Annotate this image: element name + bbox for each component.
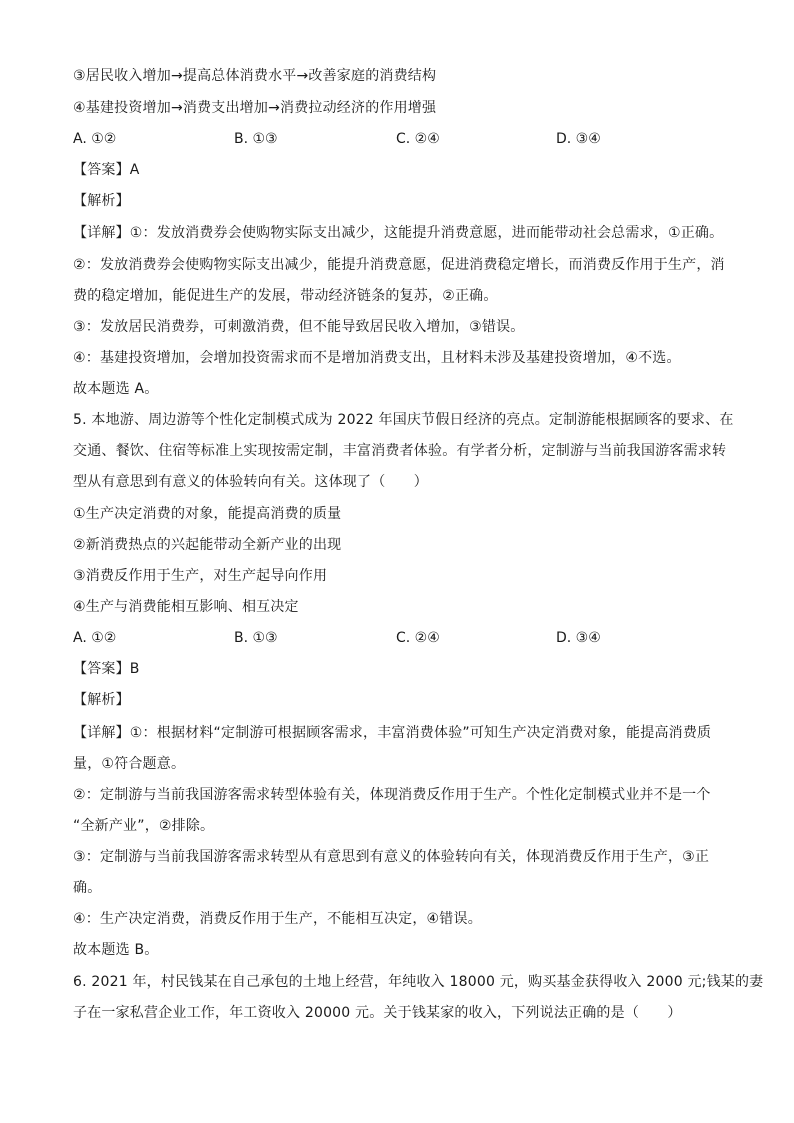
q5-statement-3: ③消费反作用于生产，对生产起导向作用 [73,568,328,584]
q5-statement-4: ④生产与消费能相互影响、相互决定 [73,599,299,615]
q4-detail-line: 费的稳定增加，能促进生产的发展，带动经济链条的复苏，②正确。 [73,288,498,304]
q5-stem-line: 型从有意思到有意义的体验转向有关。这体现了（ ） [73,474,428,490]
q4-detail-line: ②：发放消费券会使购物实际支出减少，能提升消费意愿，促进消费稳定增长，而消费反作用于生产，消 [73,257,725,273]
q5-detail-line: 确。 [73,880,102,896]
q5-detail-line: “全新产业”，②排除。 [73,818,215,834]
q5-detail-line: ④：生产决定消费，消费反作用于生产，不能相互决定，④错误。 [73,911,482,927]
q5-statement-1: ①生产决定消费的对象，能提高消费的质量 [73,506,342,522]
q4-option-a: A. ①② [73,131,117,147]
q4-statement-4: ④基建投资增加→消费支出增加→消费拉动经济的作用增强 [73,100,437,116]
q4-statement-3: ③居民收入增加→提高总体消费水平→改善家庭的消费结构 [73,68,437,84]
q5-option-d: D. ③④ [556,630,601,646]
q5-stem-line: 交通、餐饮、住宿等标准上实现按需定制，丰富消费者体验。有学者分析，定制游与当前我国游客需求转 [73,443,727,459]
q5-statement-2: ②新消费热点的兴起能带动全新产业的出现 [73,537,342,553]
q5-detail-line: 【详解】①：根据材料“定制游可根据顾客需求，丰富消费体验”可知生产决定消费对象，能提高消费质 [73,725,712,741]
q6-stem-line: 6. 2021 年，村民钱某在自己承包的土地上经营，年纯收入 18000 元，购买基金获得收入 2000 元;钱某的妻 [73,974,764,990]
q5-option-c: C. ②④ [396,630,440,646]
q5-detail-line: ②：定制游与当前我国游客需求转型体验有关，体现消费反作用于生产。个性化定制模式业并不是一个 [73,787,711,803]
q5-detail-line: 量，①符合题意。 [73,756,186,772]
q5-conclusion: 故本题选 B。 [73,942,159,958]
q4-option-c: C. ②④ [396,131,440,147]
q4-answer: 【答案】A [73,162,140,178]
q5-answer: 【答案】B [73,661,140,677]
q5-analysis-label: 【解析】 [73,692,130,708]
q4-conclusion: 故本题选 A。 [73,381,159,397]
q4-detail-line: ③：发放居民消费券，可刺激消费，但不能导致居民收入增加，③错误。 [73,319,525,335]
q4-detail-line: ④：基建投资增加，会增加投资需求而不是增加消费支出，且材料未涉及基建投资增加，④不选。 [73,350,681,366]
q5-option-a: A. ①② [73,630,117,646]
q4-detail-line: 【详解】①：发放消费券会使购物实际支出减少，这能提升消费意愿，进而能带动社会总需求，①正确。 [73,225,724,241]
q4-option-b: B. ①③ [234,131,278,147]
q4-option-d: D. ③④ [556,131,601,147]
q6-stem-line: 子在一家私营企业工作，年工资收入 20000 元。关于钱某家的收入，下列说法正确的是（ ） [73,1005,682,1021]
q5-option-b: B. ①③ [234,630,278,646]
q4-analysis-label: 【解析】 [73,193,130,209]
q5-detail-line: ③：定制游与当前我国游客需求转型从有意思到有意义的体验转向有关，体现消费反作用于生产，③正 [73,849,710,865]
q5-stem-line: 5. 本地游、周边游等个性化定制模式成为 2022 年国庆节假日经济的亮点。定制游能根据顾客的要求、在 [73,412,734,428]
